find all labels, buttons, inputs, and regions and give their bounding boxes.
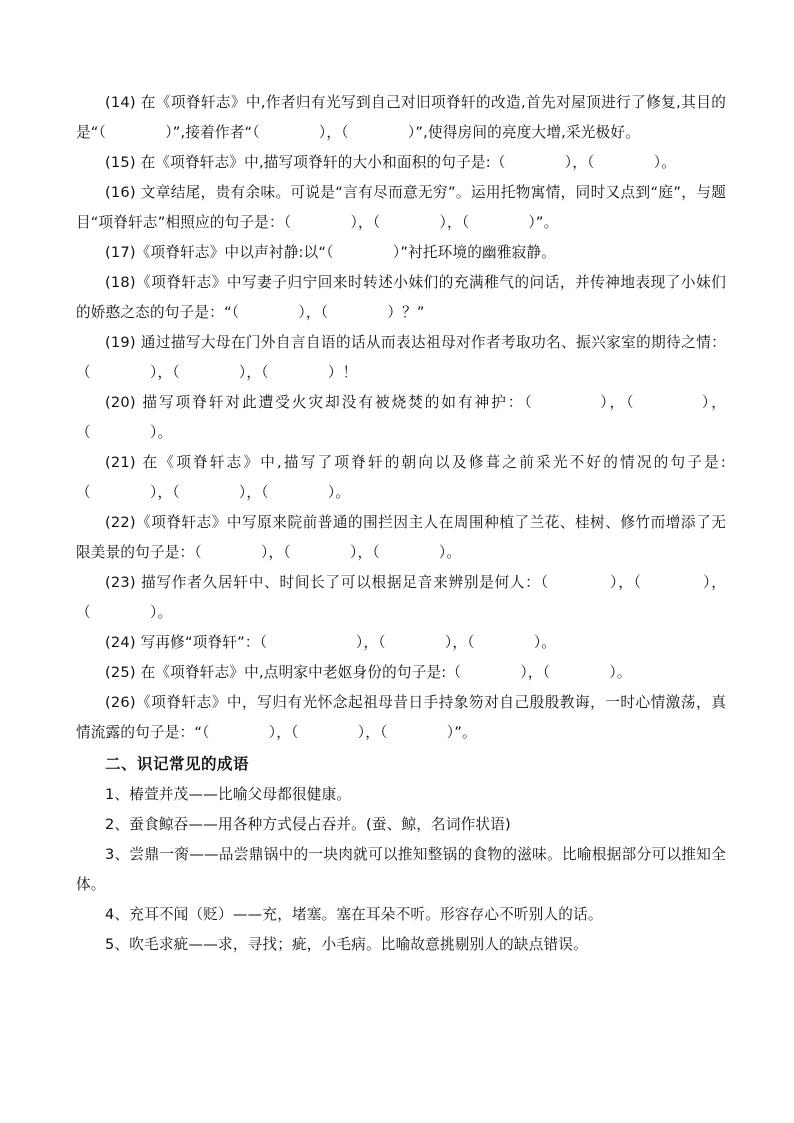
question-15: (15) 在《项脊轩志》中,描写项脊轩的大小和面积的句子是:（ ），（ ）。 bbox=[105, 154, 677, 171]
question-19: (19) 通过描写大母在门外自言自语的话从而表达祖母对作者考取功名、振兴家室的期待之情：（ ），（ ），（ ）！ bbox=[76, 334, 726, 381]
question-24: (24) 写再修“项脊轩”：（ ），（ ），（ ）。 bbox=[105, 634, 557, 651]
question-16: (16) 文章结尾，贵有余味。可说是“言有尽而意无穷”。运用托物寓情，同时又点到“庭”，与题目“项脊轩志”相照应的句子是：（ ），（ ），（ ）”。 bbox=[76, 184, 726, 231]
idiom-item: 1、椿萱并茂——比喻父母都很健康。 bbox=[105, 786, 352, 803]
idiom-item: 4、充耳不闻（贬）——充，堵塞。塞在耳朵不听。形容存心不听别人的话。 bbox=[105, 906, 603, 923]
question-14: (14) 在《项脊轩志》中,作者归有光写到自己对旧项脊轩的改造,首先对屋顶进行了修复,其目的是“（ ）”,接着作者“（ ），（ ）”,使得房间的亮度大增,采光极好。 bbox=[76, 94, 726, 141]
idiom-item: 5、吹毛求疵——求，寻找；疵，小毛病。比喻故意挑剔别人的缺点错误。 bbox=[105, 936, 588, 953]
question-23: (23) 描写作者久居轩中、时间长了可以根据足音来辨别是何人：（ ），（ ），（ ）。 bbox=[76, 574, 726, 621]
section-heading: 二、识记常见的成语 bbox=[105, 755, 250, 773]
question-17: (17)《项脊轩志》中以声衬静:以“（ ）”衬托环境的幽雅寂静。 bbox=[105, 244, 557, 261]
question-25: (25) 在《项脊轩志》中,点明家中老妪身份的句子是:（ ），（ ）。 bbox=[105, 664, 632, 681]
question-21: (21) 在《项脊轩志》中,描写了项脊轩的朝向以及修葺之前采光不好的情况的句子是:（ ），（ ），（ ）。 bbox=[76, 454, 726, 501]
question-26: (26)《项脊轩志》中，写归有光怀念起祖母昔日手持象笏对自己殷殷教诲，一时心情激荡，真情流露的句子是：“（ ），（ ），（ ）”。 bbox=[76, 694, 726, 741]
idiom-item: 2、蚕食鲸吞——用各种方式侵占吞并。(蚕、鲸，名词作状语) bbox=[105, 816, 511, 833]
question-22: (22)《项脊轩志》中写原来院前普通的围拦因主人在周围种植了兰花、桂树、修竹而增添了无限美景的句子是：（ ），（ ），（ ）。 bbox=[76, 514, 726, 561]
question-18: (18)《项脊轩志》中写妻子归宁回来时转述小妹们的充满稚气的问话，并传神地表现了小妹们的娇憨之态的句子是：“（ ），（ ）？” bbox=[76, 274, 726, 321]
page-content bbox=[76, 88, 726, 960]
idiom-item: 3、尝鼎一脔——品尝鼎锅中的一块肉就可以推知整锅的食物的滋味。比喻根据部分可以推知全体。 bbox=[76, 846, 726, 893]
question-20: (20) 描写项脊轩对此遭受火灾却没有被烧焚的如有神护：（ ），（ ），（ ）。 bbox=[76, 394, 726, 441]
